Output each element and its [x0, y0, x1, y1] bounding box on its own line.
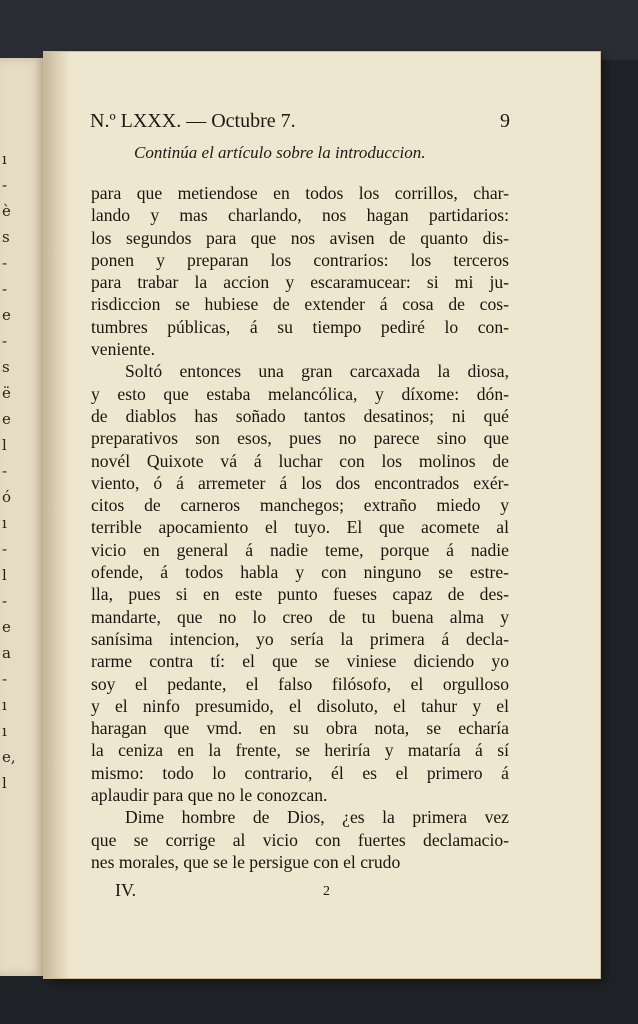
facing-page-fragment: e	[2, 306, 11, 324]
text-line: haragan que vmd. en su obra nota, se echaría	[91, 718, 509, 739]
facing-page-fragment: -	[2, 280, 8, 298]
text-line: veniente.	[91, 339, 155, 360]
facing-page-fragment: è	[2, 202, 11, 220]
text-line: preparativos son esos, pues no parece sino que	[91, 428, 509, 449]
facing-page-fragment: ë	[2, 384, 11, 402]
text-line: risdiccion se hubiese de extender á cosa de cos-	[91, 294, 509, 315]
facing-page-fragment: ı	[2, 696, 7, 714]
facing-page-fragment: e,	[2, 748, 16, 766]
section-subtitle: Continúa el artículo sobre la introduccion.	[134, 143, 426, 162]
text-line: citos de carneros manchegos; extraño miedo y	[91, 495, 509, 516]
text-line: para que metiendose en todos los corrillos, char-	[91, 183, 509, 203]
text-line: ofende, á todos habla y con ninguno se estre-	[91, 562, 509, 583]
facing-page-fragment: l	[2, 566, 7, 584]
facing-page-fragment: e	[2, 618, 11, 636]
running-header	[90, 110, 510, 140]
facing-page-fragment: l	[2, 774, 7, 792]
text-line: nes morales, que se le persigue con el crudo	[91, 851, 401, 872]
signature-mark: IV.	[115, 880, 137, 900]
text-line: tumbres públicas, á su tiempo pediré lo con-	[91, 316, 509, 337]
page-gutter-shadow	[44, 52, 70, 978]
text-line: lla, pues si en este punto fueses capaz de des-	[91, 584, 509, 605]
text-line: soy el pedante, el falso filósofo, el orgulloso	[91, 673, 509, 694]
text-line: la ceniza en la frente, se heriría y mataría á sí	[91, 740, 509, 761]
facing-page-fragment: s	[2, 228, 10, 246]
text-line: aplaudir para que no le conozcan.	[91, 785, 328, 806]
text-line: novél Quixote vá á luchar con los molinos de	[91, 450, 509, 471]
text-line: los segundos para que nos avisen de quanto dis-	[91, 227, 509, 248]
facing-page-fragment: ı	[2, 150, 7, 168]
text-line: Soltó entonces una gran carcaxada la diosa,	[125, 361, 509, 382]
text-line: y esto que estaba melancólica, y díxome: dón-	[91, 383, 509, 404]
issue-date-heading: N.º LXXX. — Octubre 7.	[90, 110, 296, 132]
text-line: vicio en general á nadie teme, porque á nadie	[91, 539, 509, 560]
text-line: mismo: todo lo contrario, él es el primero á	[91, 762, 509, 783]
facing-page-fragment: -	[2, 332, 8, 350]
page-footer	[115, 880, 415, 906]
text-line: Dime hombre de Dios, ¿es la primera vez	[125, 807, 509, 828]
facing-page-fragment: -	[2, 592, 8, 610]
facing-page-fragment: ı	[2, 722, 7, 740]
facing-page-fragment: l	[2, 436, 7, 454]
facing-page-fragment: ı	[2, 514, 7, 532]
facing-page-fragment: -	[2, 176, 8, 194]
background-top	[0, 0, 638, 60]
text-line: rarme contra tí: el que se viniese diciendo yo	[91, 651, 509, 672]
text-line: que se corrige al vicio con fuertes declamacio-	[91, 829, 509, 850]
text-line: lando y mas charlando, nos hagan partidarios:	[91, 205, 509, 226]
facing-page-edge	[0, 58, 45, 976]
text-line: terrible apocamiento el tuyo. El que acomete al	[91, 517, 509, 538]
page-number: 9	[500, 110, 510, 132]
text-line: para trabar la accion y escaramucear: si mi ju-	[91, 272, 509, 293]
text-line: viento, ó á arremeter á los dos encontrados exér-	[91, 472, 509, 493]
facing-page-fragment: ó	[2, 488, 12, 506]
facing-page-fragment: -	[2, 462, 8, 480]
text-line: y el ninfo presumido, el disoluto, el tahur y el	[91, 695, 509, 716]
body-text	[91, 182, 509, 873]
facing-page-fragment: s	[2, 358, 10, 376]
text-line: de diablos has soñado tantos desatinos; ni qué	[91, 405, 509, 426]
facing-page-fragment: -	[2, 540, 8, 558]
text-line: mandarte, que no lo creo de tu buena alma y	[91, 606, 509, 627]
text-line: sanísima intencion, yo sería la primera á decla-	[91, 628, 509, 649]
facing-page-fragment: a	[2, 644, 11, 662]
sheet-number: 2	[323, 884, 330, 899]
facing-page-fragment: e	[2, 410, 11, 428]
facing-page-fragment: -	[2, 670, 8, 688]
facing-page-fragment: -	[2, 254, 8, 272]
text-line: ponen y preparan los contrarios: los terceros	[91, 249, 509, 270]
